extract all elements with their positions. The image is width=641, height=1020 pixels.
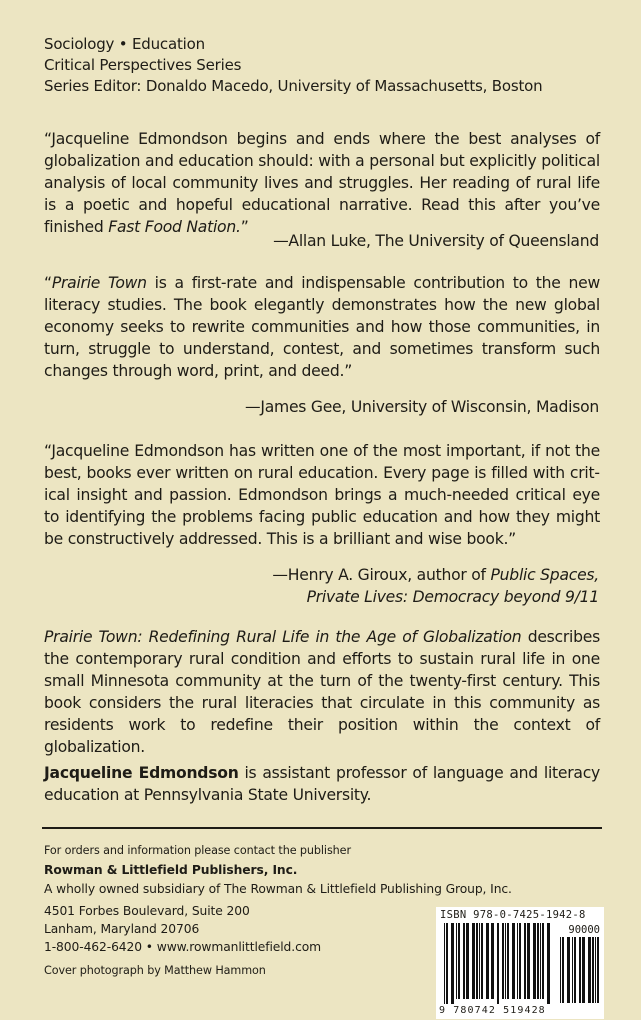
blurb-giroux-book-title-1: Public Spaces, bbox=[490, 566, 599, 584]
blurb-luke-book-title: Fast Food Nation. bbox=[108, 218, 241, 236]
price-code: 90000 bbox=[568, 924, 600, 936]
blurb-giroux-book-title-2: Private Lives: Democracy beyond 9/11 bbox=[306, 588, 599, 606]
photo-credit: Cover photograph by Matthew Hammon bbox=[44, 964, 266, 977]
blurb-gee-open-quote: “ bbox=[44, 274, 52, 292]
blurb-luke bbox=[44, 128, 600, 238]
book-title: Prairie Town: Redefining Rural Life in the Age of Globalization bbox=[44, 628, 522, 646]
series-name: Critical Perspectives Series bbox=[44, 56, 242, 74]
blurb-gee-attribution: —James Gee, University of Wisconsin, Madison bbox=[245, 398, 599, 416]
series-subjects: Sociology • Education bbox=[44, 35, 205, 53]
blurb-giroux-attribution-prefix: —Henry A. Giroux, author of bbox=[272, 566, 491, 584]
publisher-name: Rowman & Littlefield Publishers, Inc. bbox=[44, 863, 298, 877]
blurb-gee bbox=[44, 272, 600, 382]
blurb-giroux: “Jacqueline Edmondson has written one of the most important, if not the best, books ever written on rural education. Every page is filled with critical insight and passion. Edmondson brings a much-needed critical eye to identifying the problems facing public education and how they might be constructively addressed. This is a brilliant and wise book.” bbox=[44, 442, 600, 548]
isbn-number: ISBN 978-0-7425-1942-8 bbox=[440, 909, 586, 921]
blurb-luke-close-quote: ” bbox=[240, 218, 249, 236]
publisher-subsidiary: A wholly owned subsidiary of The Rowman & Littlefield Publishing Group, Inc. bbox=[44, 882, 512, 896]
isbn-barcode bbox=[436, 907, 604, 1019]
divider bbox=[42, 827, 602, 829]
series-info bbox=[44, 34, 542, 97]
blurb-luke-text: “Jacqueline Edmondson begins and ends where the best analyses of globalization and education should: with a personal but explicitly political analysis of local community lives and struggles. Her reading of rural life is a poetic and hopeful educational narrative. Read this after you’ve finished bbox=[44, 130, 600, 236]
author-bio bbox=[44, 762, 600, 806]
blurb-gee-book-title: Prairie Town bbox=[51, 274, 147, 292]
publisher-address-1: 4501 Forbes Boulevard, Suite 200 bbox=[44, 904, 250, 918]
publisher-address-2: Lanham, Maryland 20706 bbox=[44, 922, 200, 936]
author-name: Jacqueline Edmondson bbox=[44, 764, 239, 782]
book-description-text: describes the contemporary rural condition and efforts to sustain rural life in one small Minnesota community at the turn of the twenty-first century. This book considers the rural literacies that circulate in this community as residents work to redefine their position within the context of globalization. bbox=[44, 628, 600, 756]
blurb-giroux-attribution bbox=[272, 564, 599, 608]
publisher-contact: For orders and information please contact the publisher bbox=[44, 844, 351, 857]
barcode-icon bbox=[436, 907, 604, 1019]
blurb-gee-text: is a first-rate and indispensable contribution to the new literacy studies. The book elegantly demonstrates how the new global economy seeks to rewrite communities and how those communities, in turn, struggle to understand, contest, and sometimes transform such changes through word, print, and deed.” bbox=[44, 274, 600, 380]
series-editor: Series Editor: Donaldo Macedo, University of Massachusetts, Boston bbox=[44, 77, 543, 95]
blurb-luke-attribution: —Allan Luke, The University of Queensland bbox=[273, 232, 599, 250]
author-bio-text: is assistant professor of language and literacy education at Pennsylvania State University. bbox=[44, 764, 601, 804]
publisher-phone-web: 1-800-462-6420 • www.rowmanlittlefield.com bbox=[44, 940, 322, 954]
book-description bbox=[44, 626, 600, 758]
ean-number: 9 780742 519428 bbox=[439, 1005, 546, 1016]
